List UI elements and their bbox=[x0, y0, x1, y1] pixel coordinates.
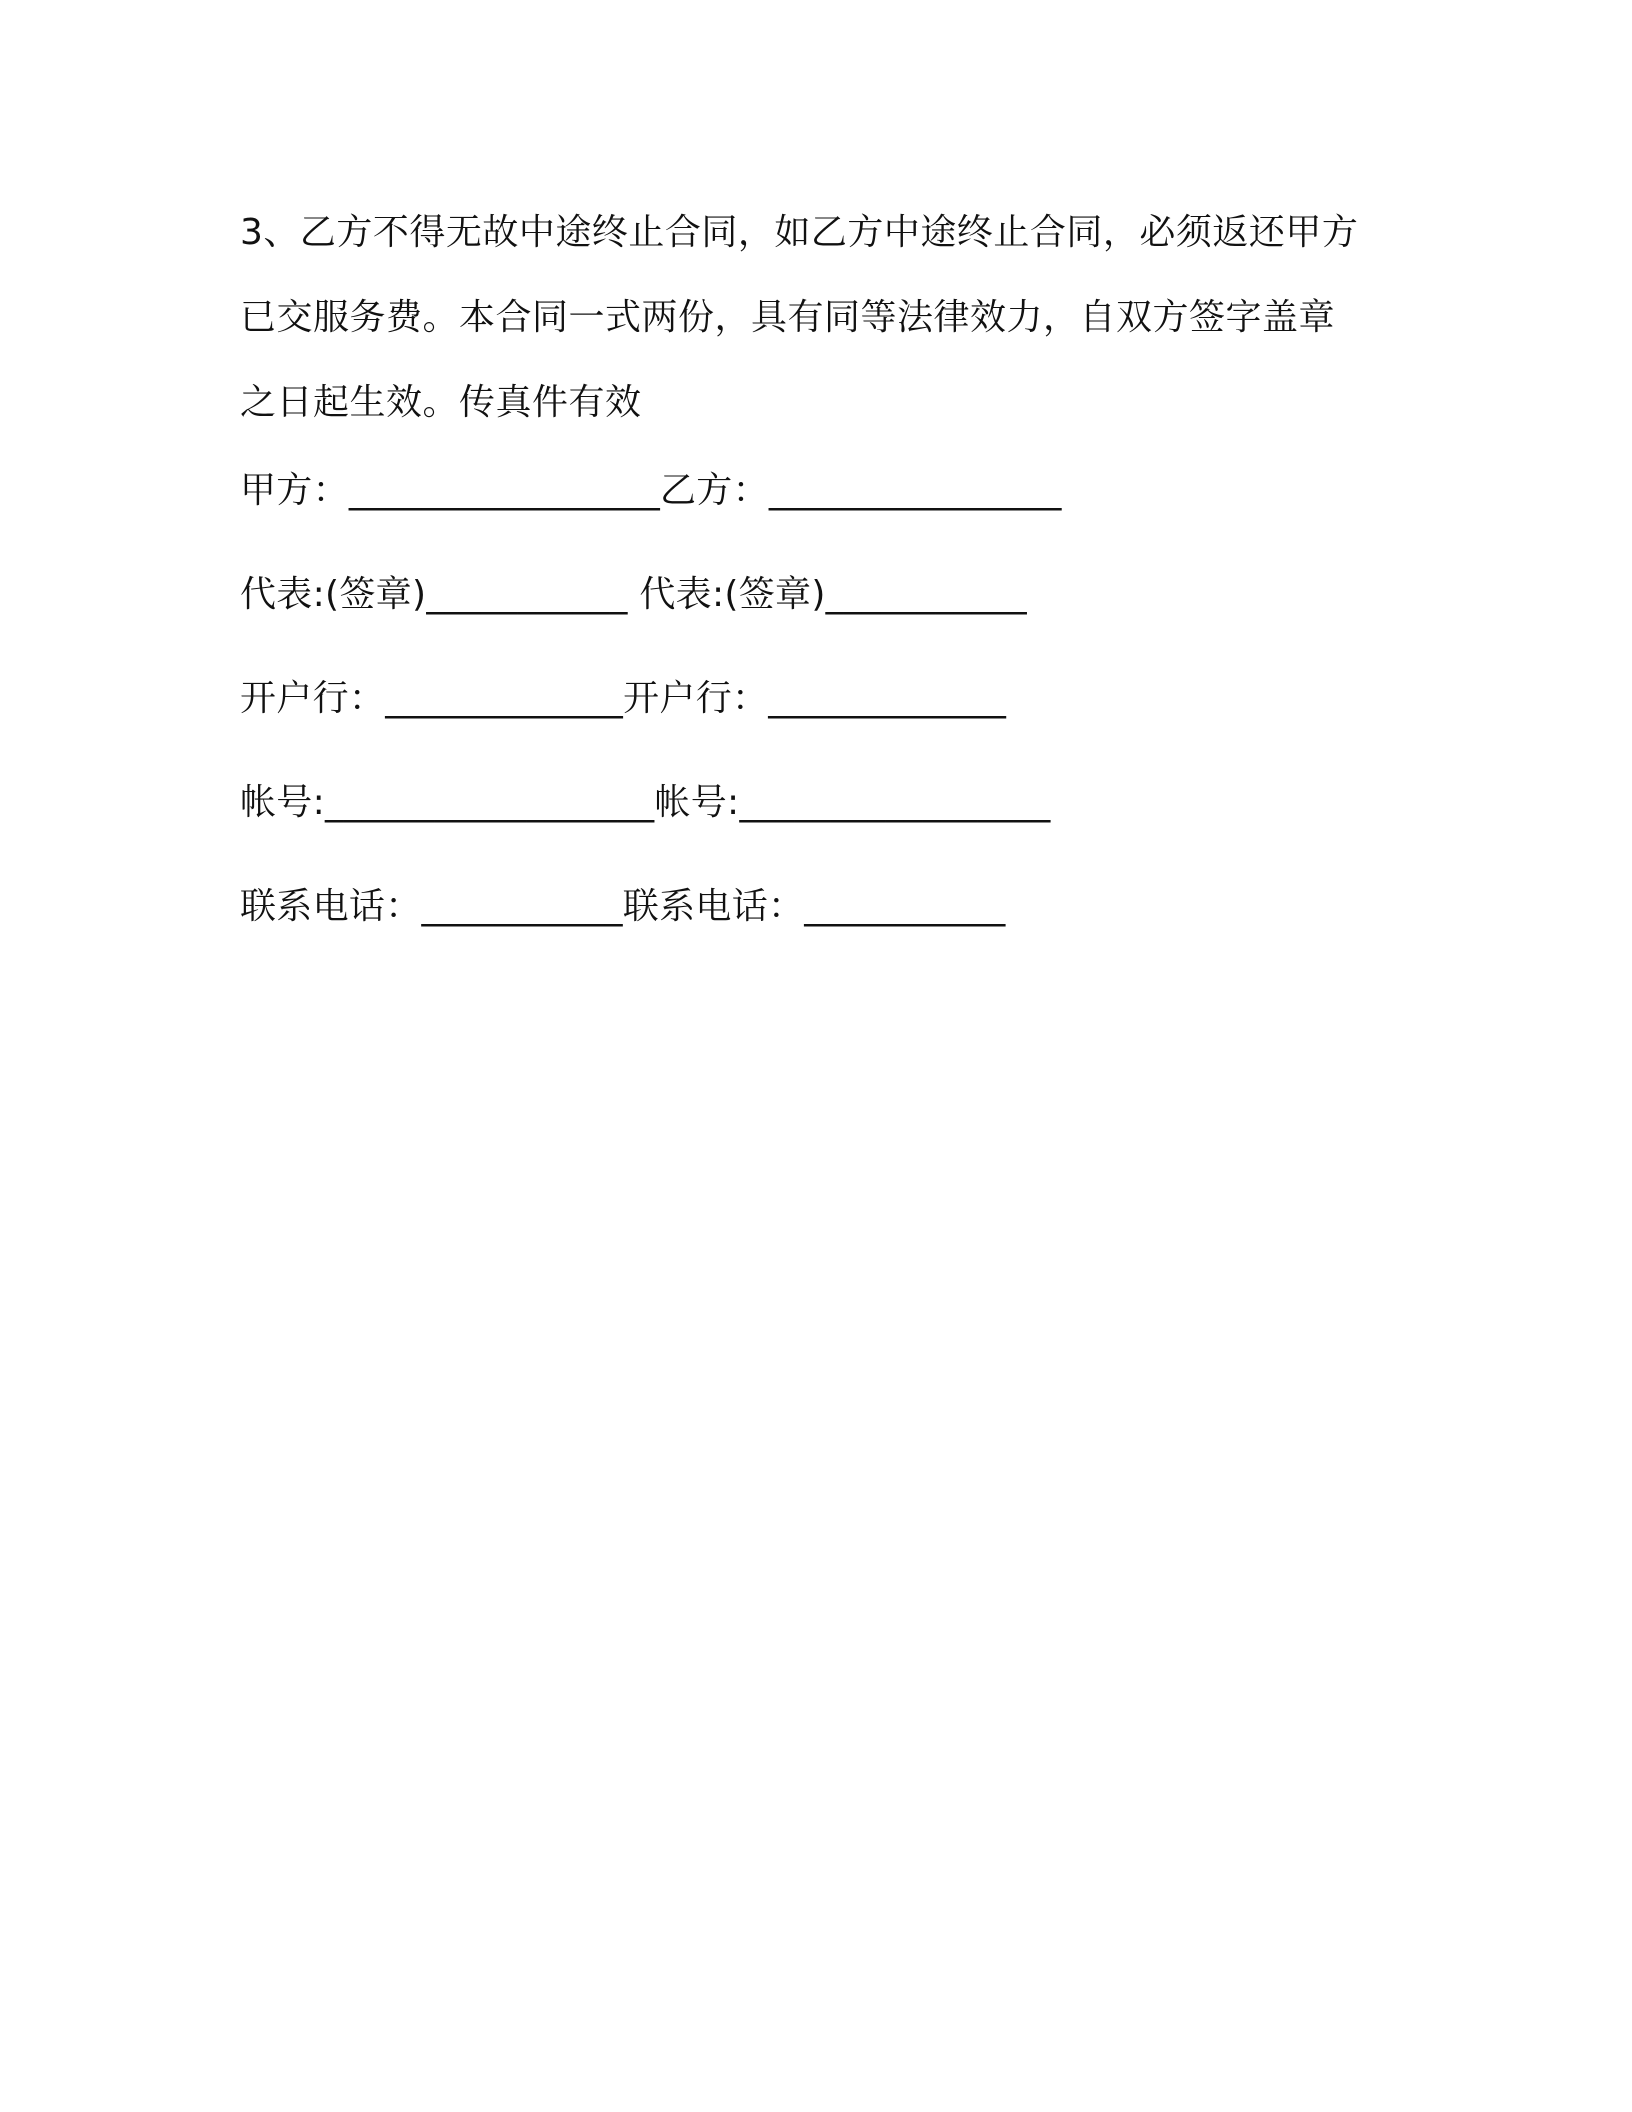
contact-phone-line: 联系电话：___________联系电话：___________ bbox=[240, 886, 1006, 927]
bank-line: 开户行：_____________开户行：_____________ bbox=[240, 678, 1007, 719]
contract-clause-paragraph bbox=[240, 190, 1380, 445]
paragraph-line: 之日起生效。传真件有效 bbox=[240, 382, 642, 423]
signature-block bbox=[240, 465, 1380, 933]
paragraph-line: 已交服务费。本合同一式两份，具有同等法律效力，自双方签字盖章 bbox=[240, 297, 1336, 338]
paragraph-line: 3、乙方不得无故中途终止合同，如乙方中途终止合同，必须返还甲方 bbox=[240, 212, 1359, 253]
document-content bbox=[240, 190, 1380, 985]
party-names-line: 甲方：_________________乙方：________________ bbox=[240, 470, 1062, 511]
account-number-line: 帐号:__________________帐号:_________________ bbox=[240, 782, 1051, 823]
representative-signature-line: 代表:(签章)___________ 代表:(签章)___________ bbox=[240, 574, 1027, 615]
